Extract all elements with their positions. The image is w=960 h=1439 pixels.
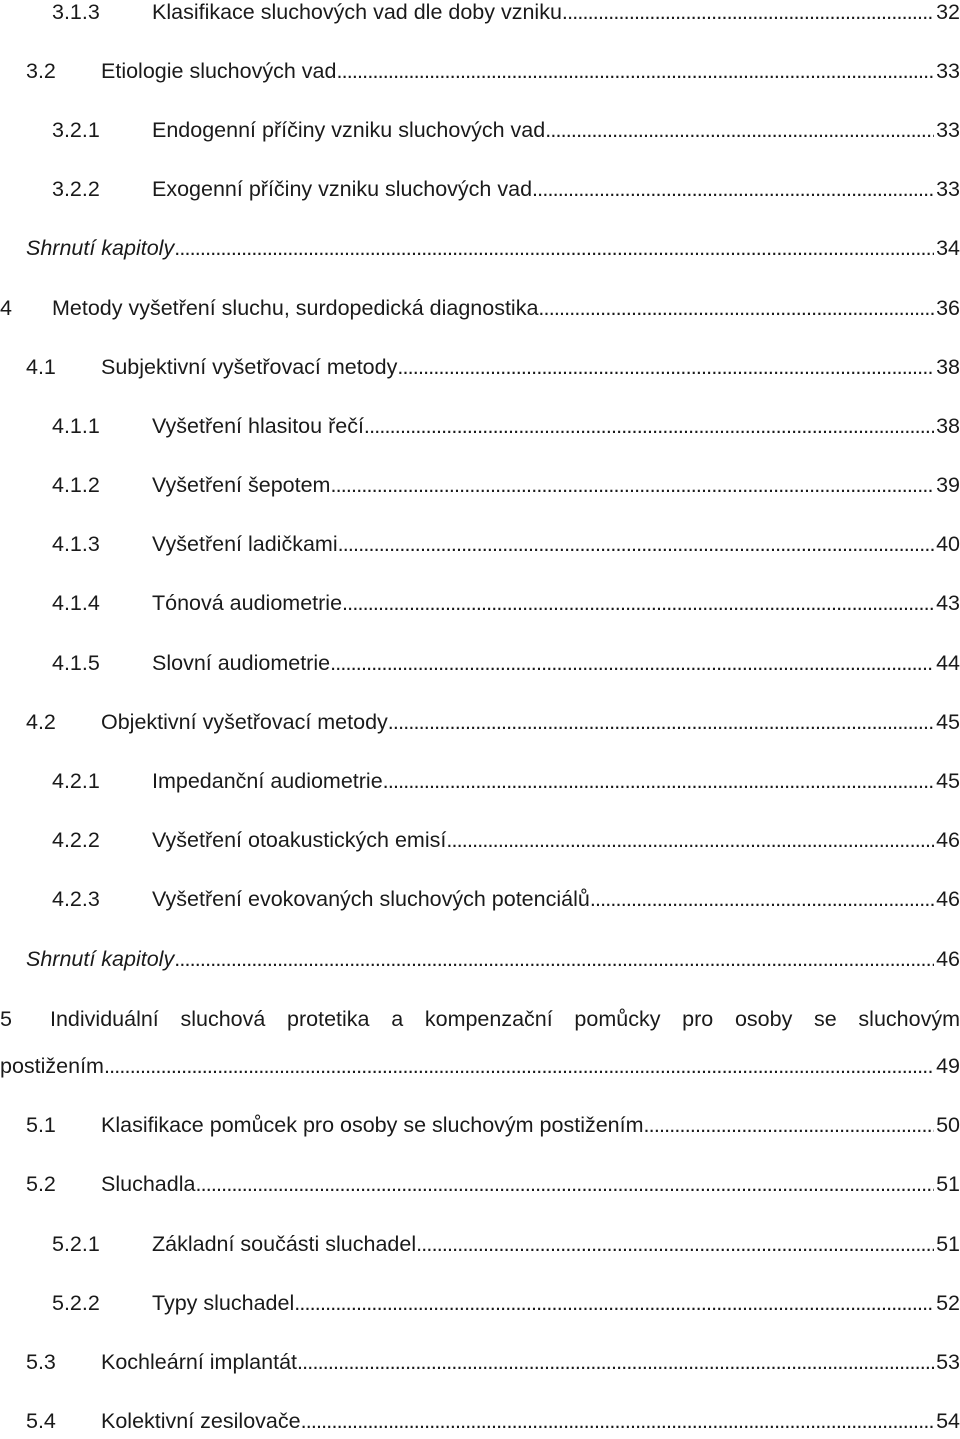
toc-leader-dots [174,230,934,266]
toc-entry[interactable] [0,1166,960,1202]
toc-entry[interactable] [0,881,960,917]
toc-entry-page: 34 [936,236,960,260]
toc-entry[interactable] [0,1107,960,1143]
toc-entry-number: 4.1 [26,355,56,379]
toc-entry-number: 3.2.1 [52,118,100,142]
toc-entry-number: 4.2.2 [52,828,100,852]
toc-entry-number: 3.1.3 [52,0,100,24]
toc-entry-title: Shrnutí kapitoly [26,236,175,260]
toc-entry-number: 5.2 [26,1172,56,1196]
toc-entry[interactable] [0,526,960,562]
toc-entry-title: Vyšetření otoakustických emisí [152,828,447,852]
toc-entry-title: Metody vyšetření sluchu, surdopedická diagnostika [52,296,539,320]
toc-entry-title: Základní součásti sluchadel [152,1232,417,1256]
toc-entry-page: 39 [936,473,960,497]
toc-entry-number: 5.4 [26,1409,56,1433]
toc-entry-number: 4 [0,296,12,320]
toc-leader-dots [590,881,934,917]
toc-entry-number: 4.1.2 [52,473,100,497]
toc-entry-page: 38 [936,355,960,379]
toc-leader-dots [446,822,934,858]
toc-entry-page: 46 [936,947,960,971]
toc-entry[interactable] [0,467,960,503]
toc-entry[interactable] [0,1403,960,1439]
toc-entry[interactable] [0,112,960,148]
toc-leader-dots [338,526,934,562]
toc-entry-number: 4.2.1 [52,769,100,793]
toc-leader-dots [532,171,934,207]
toc-entry-page: 46 [936,828,960,852]
toc-entry[interactable] [0,0,960,30]
toc-entry-title: Vyšetření evokovaných sluchových potenciálů [152,887,590,911]
toc-entry[interactable] [0,585,960,621]
toc-entry-number: 3.2.2 [52,177,100,201]
toc-entry-page: 49 [936,1054,960,1078]
toc-entry-page: 51 [936,1172,960,1196]
toc-leader-dots [397,349,934,385]
toc-entry-title: Sluchadla [101,1172,196,1196]
toc-entry-number: 4.1.4 [52,591,100,615]
toc-entry[interactable] [0,53,960,89]
toc-entry-title: Impedanční audiometrie [152,769,383,793]
toc-entry-title-continuation: postižením [0,1054,104,1078]
toc-entry-title: Shrnutí kapitoly [26,947,175,971]
toc-entry[interactable] [0,290,960,326]
toc-entry-title: Kolektivní zesilovače [101,1409,301,1433]
toc-leader-dots [383,763,934,799]
toc-entry-number: 4.2.3 [52,887,100,911]
toc-leader-dots [545,112,934,148]
toc-entry[interactable] [0,1344,960,1380]
toc-entry-title: Subjektivní vyšetřovací metody [101,355,398,379]
toc-entry-title: Kochleární implantát [101,1350,297,1374]
toc-leader-dots [364,408,934,444]
toc-leader-dots [416,1226,934,1262]
toc-entry[interactable] [0,230,960,266]
toc-entry-title: Vyšetření šepotem [152,473,331,497]
toc-entry-number: 5.2.2 [52,1291,100,1315]
toc-entry-number: 5.1 [26,1113,56,1137]
toc-leader-dots [342,585,934,621]
toc-entry-page: 45 [936,710,960,734]
toc-entry-number: 4.1.5 [52,651,100,675]
toc-entry-number: 4.1.3 [52,532,100,556]
toc-entry[interactable] [0,763,960,799]
toc-entry[interactable] [0,349,960,385]
toc-entry-title: Vyšetření ladičkami [152,532,338,556]
toc-entry-number: 5 [0,1007,12,1031]
toc-entry[interactable] [0,822,960,858]
toc-leader-dots [388,704,934,740]
toc-entry-page: 51 [936,1232,960,1256]
toc-entry-number: 3.2 [26,59,56,83]
toc-entry[interactable] [0,941,960,977]
toc-entry-number: 5.3 [26,1350,56,1374]
toc-entry[interactable] [0,408,960,444]
toc-entry-title: Endogenní příčiny vzniku sluchových vad [152,118,546,142]
toc-entry-title: Vyšetření hlasitou řečí [152,414,364,438]
toc-entry-title: Tónová audiometrie [152,591,343,615]
toc-entry-page: 53 [936,1350,960,1374]
toc-leader-dots [336,53,934,89]
toc-leader-dots [538,290,934,326]
toc-entry-page: 43 [936,591,960,615]
toc-leader-dots [174,941,934,977]
toc-entry-title: Individuální sluchová protetika a kompenzační pomůcky pro osoby se sluchovým [50,1007,960,1031]
toc-entry-page: 32 [936,0,960,24]
toc-entry-page: 50 [936,1113,960,1137]
toc-entry[interactable] [0,1226,960,1262]
toc-entry-page: 33 [936,118,960,142]
toc-leader-dots [297,1344,934,1380]
toc-entry-title: Klasifikace pomůcek pro osoby se sluchovým postižením [101,1113,644,1137]
toc-entry-page: 38 [936,414,960,438]
toc-leader-dots [330,467,934,503]
toc-leader-dots [195,1166,934,1202]
toc-entry-page: 33 [936,59,960,83]
toc-entry-number: 4.2 [26,710,56,734]
toc-entry-number: 5.2.1 [52,1232,100,1256]
toc-leader-dots [562,0,934,30]
toc-entry-title: Klasifikace sluchových vad dle doby vzniku [152,0,562,24]
toc-entry[interactable] [0,171,960,207]
toc-entry-title: Etiologie sluchových vad [101,59,337,83]
toc-entry-number: 4.1.1 [52,414,100,438]
toc-leader-dots [644,1107,935,1143]
toc-entry[interactable] [0,704,960,740]
toc-entry-page: 46 [936,887,960,911]
toc-entry-page: 33 [936,177,960,201]
toc-entry-page: 52 [936,1291,960,1315]
toc-entry-page: 54 [936,1409,960,1433]
toc-leader-dots [301,1403,935,1439]
toc-entry-title: Exogenní příčiny vzniku sluchových vad [152,177,533,201]
toc-entry-page: 44 [936,651,960,675]
toc-entry-title: Objektivní vyšetřovací metody [101,710,388,734]
toc-entry-title: Typy sluchadel [152,1291,295,1315]
toc-leader-dots [294,1285,934,1321]
toc-entry-page: 40 [936,532,960,556]
toc-entry[interactable] [0,645,960,681]
toc-entry[interactable] [0,1285,960,1321]
toc-leader-dots [104,1048,934,1084]
toc-entry-page: 36 [936,296,960,320]
toc-leader-dots [330,645,934,681]
toc-entry-page: 45 [936,769,960,793]
toc-entry-title: Slovní audiometrie [152,651,331,675]
